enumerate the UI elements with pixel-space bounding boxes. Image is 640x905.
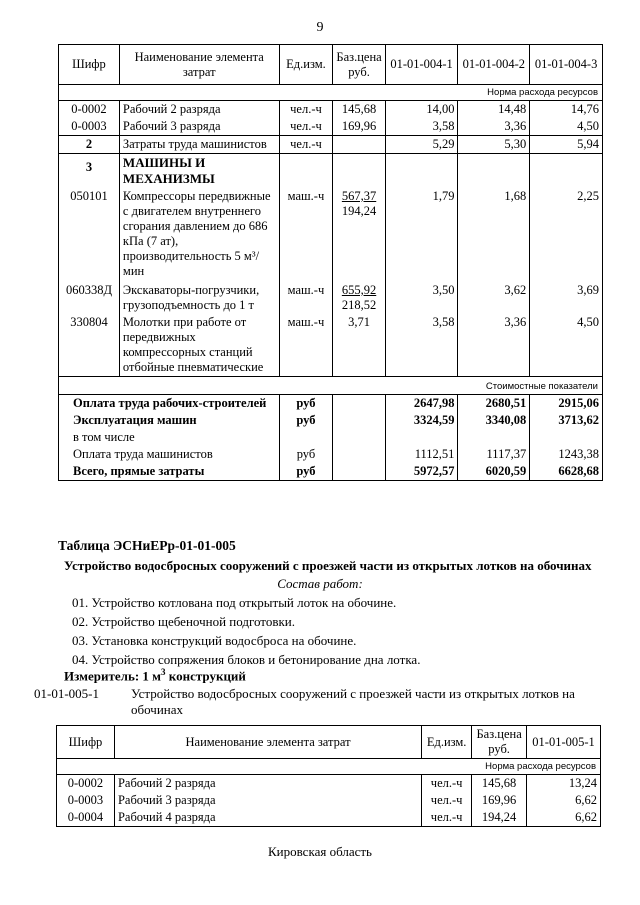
row-code: 330804 bbox=[59, 314, 120, 377]
row-price: 194,24 bbox=[472, 809, 527, 827]
norm-label: Норма расхода ресурсов bbox=[57, 759, 601, 775]
row-price: 169,96 bbox=[472, 792, 527, 809]
row-name: Молотки при работе от передвижных компрессорных станций отбойные пневматические bbox=[119, 314, 279, 377]
cost-row bbox=[59, 446, 603, 463]
row-value-1: 3,50 bbox=[385, 282, 458, 314]
row-price: 169,96 bbox=[333, 118, 385, 136]
cost-value-2: 1117,37 bbox=[458, 446, 530, 463]
row-price-top: 567,37 bbox=[341, 189, 377, 203]
row-unit: маш.-ч bbox=[279, 188, 333, 282]
cost-value-2: 3340,08 bbox=[458, 412, 530, 429]
section-heading: Устройство водосбросных сооружений с проезжей части из открытых лотков на обочинах bbox=[64, 558, 592, 573]
cost-unit: руб bbox=[279, 446, 333, 463]
header-code: Шифр bbox=[57, 726, 115, 759]
table-row bbox=[57, 792, 601, 809]
row-name: Рабочий 2 разряда bbox=[114, 775, 421, 793]
row-code: 0-0002 bbox=[57, 775, 115, 793]
row-value-1: 6,62 bbox=[527, 792, 601, 809]
cost-value-3: 1243,38 bbox=[530, 446, 603, 463]
table-row bbox=[59, 118, 603, 136]
table-row bbox=[59, 101, 603, 119]
table-row bbox=[59, 282, 603, 314]
work-item: 04. Устройство сопряжения блоков и бетонирование дна лотка. bbox=[72, 652, 421, 667]
cost-name: в том числе bbox=[59, 429, 280, 446]
row-value-3: 5,94 bbox=[530, 136, 603, 154]
cost-unit: руб bbox=[279, 395, 333, 413]
cost-row bbox=[59, 412, 603, 429]
cost-row bbox=[59, 395, 603, 413]
table-row bbox=[57, 809, 601, 827]
header-price: Баз.цена руб. bbox=[333, 45, 385, 85]
header-unit: Ед.изм. bbox=[422, 726, 472, 759]
row-code: 0-0003 bbox=[59, 118, 120, 136]
item-code: 01-01-005-1 bbox=[34, 686, 99, 701]
row-name: Рабочий 3 разряда bbox=[119, 118, 279, 136]
measure-label: Измеритель: 1 м bbox=[64, 668, 162, 684]
row-unit: чел.-ч bbox=[279, 136, 333, 154]
row-unit: чел.-ч bbox=[422, 792, 472, 809]
row-value-2: 5,30 bbox=[458, 136, 530, 154]
cost-value-1: 2647,98 bbox=[385, 395, 458, 413]
work-item: 02. Устройство щебеночной подготовки. bbox=[72, 614, 295, 629]
table-row bbox=[59, 314, 603, 377]
cost-unit: руб bbox=[279, 463, 333, 481]
row-code: 060338Д bbox=[59, 282, 120, 314]
cost-value-2: 2680,51 bbox=[458, 395, 530, 413]
row-name: Экскаваторы-погрузчики, грузоподъемность до 1 т bbox=[119, 282, 279, 314]
measure-line bbox=[64, 667, 604, 684]
row-value-1: 6,62 bbox=[527, 809, 601, 827]
row-unit: чел.-ч bbox=[422, 809, 472, 827]
cost-row bbox=[59, 463, 603, 481]
cost-value-1: 1112,51 bbox=[385, 446, 458, 463]
section-row bbox=[59, 154, 603, 189]
row-unit: маш.-ч bbox=[279, 282, 333, 314]
row-name: Компрессоры передвижные с двигателем внутреннего сгорания давлением до 686 кПа (7 ат), производительность 5 м³/мин bbox=[119, 188, 279, 282]
row-unit: чел.-ч bbox=[422, 775, 472, 793]
table-title: Таблица ЭСНиЕРр-01-01-005 bbox=[58, 538, 236, 553]
cost-value-3: 2915,06 bbox=[530, 395, 603, 413]
resource-table-01-01-005 bbox=[56, 725, 601, 827]
measure-tail: конструкций bbox=[165, 668, 246, 684]
row-value-3: 3,69 bbox=[530, 282, 603, 314]
cost-name: Оплата труда машинистов bbox=[59, 446, 280, 463]
section-code: 3 bbox=[59, 154, 120, 189]
row-value-1: 14,00 bbox=[385, 101, 458, 119]
item-text: Устройство водосбросных сооружений с проезжей части из открытых лотков на обочинах bbox=[131, 686, 575, 717]
row-price bbox=[333, 136, 385, 154]
cost-value-1: 5972,57 bbox=[385, 463, 458, 481]
works-title: Состав работ: bbox=[277, 576, 363, 591]
norm-label: Норма расхода ресурсов bbox=[59, 85, 603, 101]
cost-unit: руб bbox=[279, 412, 333, 429]
cost-name: Всего, прямые затраты bbox=[59, 463, 280, 481]
row-unit: чел.-ч bbox=[279, 101, 333, 119]
cost-value-2: 6020,59 bbox=[458, 463, 530, 481]
row-value-1: 1,79 bbox=[385, 188, 458, 282]
measure-sup: 3 bbox=[161, 667, 166, 677]
work-item: 01. Устройство котлована под открытый лоток на обочине. bbox=[72, 595, 397, 610]
footer-region: Кировская область bbox=[267, 844, 372, 859]
cost-row bbox=[59, 429, 603, 446]
row-value-2: 3,36 bbox=[458, 118, 530, 136]
row-value-2: 14,48 bbox=[458, 101, 530, 119]
row-code: 050101 bbox=[59, 188, 120, 282]
row-price: 145,68 bbox=[472, 775, 527, 793]
row-value-3: 14,76 bbox=[530, 101, 603, 119]
table-row bbox=[59, 188, 603, 282]
row-name: Затраты труда машинистов bbox=[119, 136, 279, 154]
cost-label: Стоимостные показатели bbox=[59, 377, 603, 395]
header-col-2: 01-01-004-2 bbox=[458, 45, 530, 85]
row-value-1: 13,24 bbox=[527, 775, 601, 793]
row-value-3: 4,50 bbox=[530, 314, 603, 377]
row-value-1: 3,58 bbox=[385, 118, 458, 136]
row-value-2: 3,62 bbox=[458, 282, 530, 314]
row-value-3: 4,50 bbox=[530, 118, 603, 136]
cost-name: Оплата труда рабочих-строителей bbox=[59, 395, 280, 413]
cost-value-3: 3713,62 bbox=[530, 412, 603, 429]
row-unit: маш.-ч bbox=[279, 314, 333, 377]
header-col-3: 01-01-004-3 bbox=[530, 45, 603, 85]
row-value-1: 3,58 bbox=[385, 314, 458, 377]
row-name: Рабочий 3 разряда bbox=[114, 792, 421, 809]
row-value-2: 1,68 bbox=[458, 188, 530, 282]
row-price-top: 655,92 bbox=[341, 283, 377, 297]
row-code: 0-0003 bbox=[57, 792, 115, 809]
row-code: 0-0004 bbox=[57, 809, 115, 827]
row-value-1: 5,29 bbox=[385, 136, 458, 154]
header-name: Наименование элемента затрат bbox=[114, 726, 421, 759]
row-code: 0-0002 bbox=[59, 101, 120, 119]
row-price: 145,68 bbox=[333, 101, 385, 119]
header-col-1: 01-01-004-1 bbox=[385, 45, 458, 85]
section-name: МАШИНЫ И МЕХАНИЗМЫ bbox=[119, 154, 279, 189]
row-value-2: 3,36 bbox=[458, 314, 530, 377]
cost-value-3: 6628,68 bbox=[530, 463, 603, 481]
header-col-1: 01-01-005-1 bbox=[527, 726, 601, 759]
header-unit: Ед.изм. bbox=[279, 45, 333, 85]
page-number: 9 bbox=[316, 20, 324, 35]
table-row bbox=[59, 136, 603, 154]
row-price: 3,71 bbox=[333, 314, 385, 377]
row-name: Рабочий 4 разряда bbox=[114, 809, 421, 827]
header-code: Шифр bbox=[59, 45, 120, 85]
row-unit: чел.-ч bbox=[279, 118, 333, 136]
header-name: Наименование элемента затрат bbox=[119, 45, 279, 85]
row-value-3: 2,25 bbox=[530, 188, 603, 282]
cost-name: Эксплуатация машин bbox=[59, 412, 280, 429]
row-price-bottom: 218,52 bbox=[341, 298, 377, 312]
table-row bbox=[57, 775, 601, 793]
row-code: 2 bbox=[59, 136, 120, 154]
header-price: Баз.цена руб. bbox=[472, 726, 527, 759]
resource-table-01-01-004 bbox=[58, 44, 603, 481]
cost-value-1: 3324,59 bbox=[385, 412, 458, 429]
row-name: Рабочий 2 разряда bbox=[119, 101, 279, 119]
row-price-bottom: 194,24 bbox=[341, 204, 377, 218]
work-item: 03. Установка конструкций водосброса на обочине. bbox=[72, 633, 357, 648]
